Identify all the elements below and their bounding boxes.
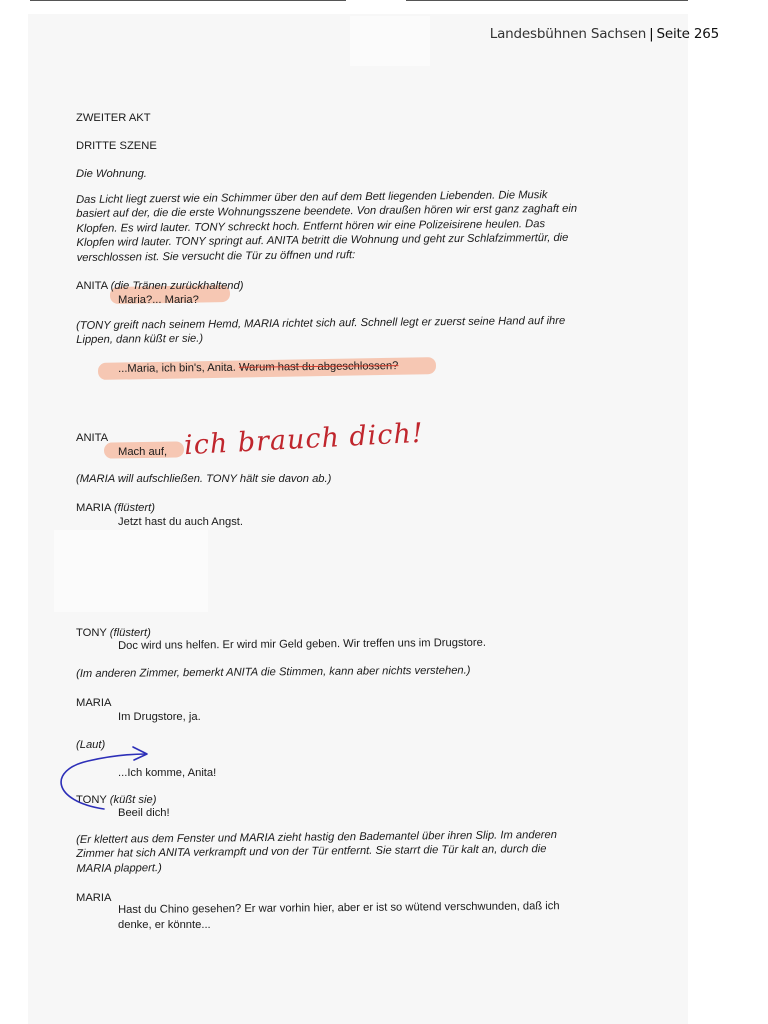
direction-line: Klopfen wird lauter. TONY springt auf. ANITA betritt die Wohnung und geht zur Schlafzimmertür, die (76, 232, 569, 250)
header-separator: | (649, 26, 654, 42)
arrow-curve (61, 754, 146, 809)
speaker-direction: (küßt sie) (109, 794, 157, 806)
speaker-name: TONY (76, 794, 107, 806)
speaker-name: MARIA (76, 502, 111, 514)
dialogue-line: ...Ich komme, Anita! (118, 767, 217, 779)
speaker-name: ANITA (76, 432, 109, 444)
dialogue-text: ...Maria, ich bin's, Anita. (118, 361, 236, 375)
dialogue-line: Beeil dich! (118, 807, 170, 819)
direction-line: Das Licht liegt zuerst wie ein Schimmer über den auf dem Bett liegenden Liebenden. Die Musik (76, 189, 548, 206)
speaker-direction: (flüstert) (113, 502, 155, 514)
stage-direction: (Laut) (76, 739, 106, 751)
direction-line: (Er klettert aus dem Fenster und MARIA zieht hastig den Bademantel über ihren Slip. Im anderen (76, 828, 558, 846)
speaker-name: TONY (76, 627, 107, 639)
act-title: ZWEITER AKT (76, 112, 151, 124)
direction-line: MARIA plappert.) (76, 861, 162, 875)
direction-line: verschlossen ist. Sie versucht die Tür zu öffnen und ruft: (76, 248, 356, 264)
dialogue-line: Doc wird uns helfen. Er wird mir Geld geben. Wir treffen uns im Drugstore. (118, 636, 486, 652)
direction-line: (TONY greift nach seinem Hemd, MARIA richtet sich auf. Schnell legt er zuerst seine Hand auf ihre (76, 314, 566, 332)
speaker-name: MARIA (76, 697, 112, 709)
speaker-direction: (die Tränen zurückhaltend) (110, 280, 244, 292)
scene-title: DRITTE SZENE (76, 140, 157, 152)
page-number: Seite 265 (656, 26, 719, 42)
direction-line: Lippen, dann küßt er sie.) (76, 333, 204, 347)
stage-direction: (Im anderen Zimmer, bemerkt ANITA die Stimmen, kann aber nichts verstehen.) (76, 664, 471, 680)
stage-direction: (MARIA will aufschließen. TONY hält sie davon ab.) (76, 473, 332, 485)
crossed-out-text: Warum hast du abgeschlossen? (238, 360, 399, 374)
dialogue-line: Im Drugstore, ja. (118, 711, 201, 723)
dialogue-line: Hast du Chino gesehen? Er war vorhin hier, aber er ist so wütend verschwunden, daß ich (118, 900, 560, 916)
dialogue-line: Mach auf, (118, 446, 168, 458)
dialogue-line: denke, er könnte... (118, 919, 211, 931)
speaker-name: MARIA (76, 892, 112, 904)
setting-text: Die Wohnung. (76, 168, 147, 180)
speaker-direction: (flüstert) (109, 627, 151, 639)
direction-line: basiert auf der, die die erste Wohnungsszene beendete. Von draußen hören wir erst ganz zaghaft ein (76, 203, 578, 221)
dialogue-line: Maria?... Maria? (118, 294, 199, 306)
publisher-name: Landesbühnen Sachsen (489, 26, 647, 42)
dialogue-line: Jetzt hast du auch Angst. (118, 516, 244, 528)
direction-line: Klopfen. Es wird lauter. TONY schreckt hoch. Entfernt hören wir eine Polizeisirene heulen. Das (76, 217, 546, 235)
direction-line: Zimmer hat sich ANITA verkrampft und von der Tür entfernt. Sie starrt die Tür kalt an, durch die (76, 843, 547, 861)
handwritten-note: ich brauch dich! (183, 417, 425, 462)
speaker-name: ANITA (76, 280, 108, 292)
